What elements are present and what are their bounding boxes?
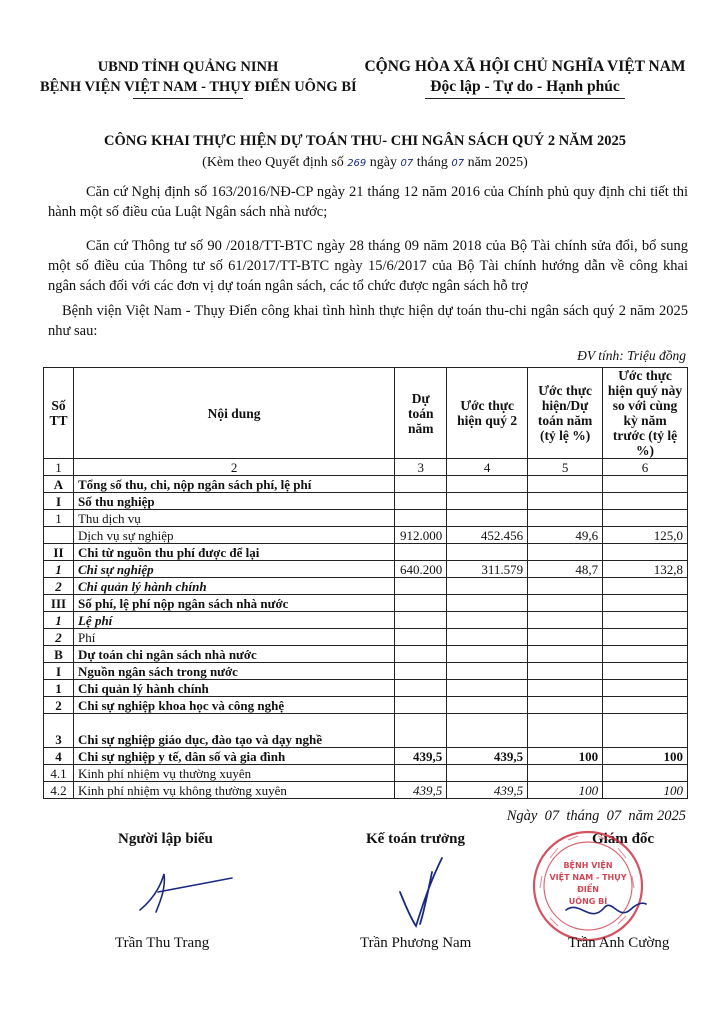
row-content: Chi sự nghiệp [73, 561, 394, 578]
row-content: Chi quản lý hành chính [73, 680, 394, 697]
row-q2-estimate [447, 629, 528, 646]
row-ratio-yoy [603, 714, 688, 748]
director-title: Giám đốc [592, 831, 655, 847]
row-annual-estimate: 912.000 [395, 527, 447, 544]
row-annual-estimate: 439,5 [395, 748, 447, 765]
row-annual-estimate [395, 595, 447, 612]
row-q2-estimate [447, 510, 528, 527]
row-ratio-yoy: 125,0 [603, 527, 688, 544]
row-ratio-annual [528, 493, 603, 510]
row-ratio-yoy [603, 578, 688, 595]
paragraph-intro: Bệnh viện Việt Nam - Thụy Điển công khai tình hình thực hiện dự toán thu-chi ngân sách quý 2 năm 2025 như sau: [48, 303, 688, 339]
col-number: 3 [395, 459, 447, 476]
national-header [360, 57, 690, 99]
row-annual-estimate: 439,5 [395, 782, 447, 799]
preparer-title: Người lập biểu [118, 831, 213, 847]
row-number: 4 [44, 748, 74, 765]
row-ratio-yoy [603, 765, 688, 782]
table-row [44, 561, 688, 578]
row-content: Kinh phí nhiệm vụ không thường xuyên [73, 782, 394, 799]
column-number-row [44, 459, 688, 476]
col-header-ratio-yoy: Ước thực hiện quý này so với cùng kỳ năm trước (tỷ lệ %) [603, 368, 688, 459]
row-number: 2 [44, 629, 74, 646]
row-ratio-yoy [603, 476, 688, 493]
row-content: Chi sự nghiệp giáo dục, đào tạo và dạy nghề [73, 714, 394, 748]
row-annual-estimate [395, 714, 447, 748]
col-header-q2-estimate: Ước thực hiện quý 2 [447, 368, 528, 459]
table-row [44, 748, 688, 765]
row-ratio-annual [528, 714, 603, 748]
row-q2-estimate: 439,5 [447, 782, 528, 799]
row-annual-estimate [395, 646, 447, 663]
row-number: 1 [44, 680, 74, 697]
preparer-name: Trần Thu Trang [115, 935, 210, 951]
table-row [44, 765, 688, 782]
table-row [44, 697, 688, 714]
national-motto: Độc lập - Tự do - Hạnh phúc [430, 78, 620, 95]
row-q2-estimate [447, 544, 528, 561]
row-ratio-annual [528, 510, 603, 527]
row-content: Lệ phí [73, 612, 394, 629]
row-number: 1 [44, 612, 74, 629]
row-ratio-annual: 48,7 [528, 561, 603, 578]
col-header-tt: Số TT [44, 368, 74, 459]
row-content: Số phí, lệ phí nộp ngân sách nhà nước [73, 595, 394, 612]
row-content: Nguồn ngân sách trong nước [73, 663, 394, 680]
table-row [44, 646, 688, 663]
row-ratio-annual [528, 765, 603, 782]
row-q2-estimate [447, 476, 528, 493]
row-annual-estimate [395, 544, 447, 561]
row-annual-estimate [395, 697, 447, 714]
row-number: I [44, 493, 74, 510]
row-ratio-annual [528, 680, 603, 697]
row-annual-estimate: 640.200 [395, 561, 447, 578]
row-number: 4.2 [44, 782, 74, 799]
table-row [44, 663, 688, 680]
chief-accountant-title: Kế toán trưởng [366, 831, 465, 847]
row-number: B [44, 646, 74, 663]
subtitle-part4: năm 2025) [467, 155, 528, 170]
row-ratio-annual [528, 578, 603, 595]
col-number: 4 [447, 459, 528, 476]
table-row [44, 612, 688, 629]
row-q2-estimate [447, 595, 528, 612]
table-row [44, 714, 688, 748]
row-q2-estimate [447, 493, 528, 510]
col-header-content: Nội dung [73, 368, 394, 459]
table-row [44, 544, 688, 561]
table-row [44, 578, 688, 595]
doc-subtitle [40, 153, 690, 174]
row-q2-estimate [447, 697, 528, 714]
row-annual-estimate [395, 680, 447, 697]
subtitle-part2: ngày [369, 155, 397, 170]
col-header-annual-estimate: Dự toán năm [395, 368, 447, 459]
row-ratio-yoy [603, 629, 688, 646]
row-ratio-yoy [603, 680, 688, 697]
row-ratio-yoy: 132,8 [603, 561, 688, 578]
table-row [44, 493, 688, 510]
row-number: 2 [44, 697, 74, 714]
row-annual-estimate [395, 578, 447, 595]
row-content: Chi sự nghiệp y tế, dân số và gia đình [73, 748, 394, 765]
stamp-text: BỆNH VIỆN VIỆT NAM - THỤY ĐIỂN UÔNG BÍ [549, 861, 627, 906]
director-signature-icon [560, 880, 650, 936]
decision-month: 07 [451, 158, 465, 169]
row-number: I [44, 663, 74, 680]
row-ratio-yoy [603, 646, 688, 663]
table-row [44, 595, 688, 612]
org-name: BỆNH VIỆN VIỆT NAM - THỤY ĐIỂN UÔNG BÍ [40, 79, 357, 95]
table-row [44, 510, 688, 527]
row-ratio-yoy: 100 [603, 782, 688, 799]
row-number: 1 [44, 510, 74, 527]
row-q2-estimate [447, 578, 528, 595]
row-ratio-annual [528, 663, 603, 680]
row-content: Chi quản lý hành chính [73, 578, 394, 595]
row-annual-estimate [395, 476, 447, 493]
row-annual-estimate [395, 629, 447, 646]
decision-number: 269 [347, 158, 367, 169]
table-row [44, 629, 688, 646]
row-q2-estimate [447, 680, 528, 697]
row-annual-estimate [395, 612, 447, 629]
row-number: 1 [44, 561, 74, 578]
row-q2-estimate [447, 663, 528, 680]
row-q2-estimate [447, 646, 528, 663]
table-row [44, 476, 688, 493]
row-content: Dịch vụ sự nghiệp [73, 527, 394, 544]
col-number: 2 [73, 459, 394, 476]
signing-date: Ngày 07 tháng 07 năm 2025 [506, 808, 686, 824]
row-ratio-yoy [603, 612, 688, 629]
row-content: Dự toán chi ngân sách nhà nước [73, 646, 394, 663]
row-ratio-yoy: 100 [603, 748, 688, 765]
col-number: 6 [603, 459, 688, 476]
row-number: 4.1 [44, 765, 74, 782]
row-q2-estimate [447, 765, 528, 782]
row-content: Thu dịch vụ [73, 510, 394, 527]
row-number: III [44, 595, 74, 612]
row-ratio-yoy [603, 544, 688, 561]
org-underline [133, 98, 243, 99]
chief-accountant-signature-icon [392, 852, 452, 932]
row-number [44, 527, 74, 544]
row-annual-estimate [395, 510, 447, 527]
row-number: 2 [44, 578, 74, 595]
budget-table [43, 367, 688, 799]
col-number: 1 [44, 459, 74, 476]
row-ratio-annual: 100 [528, 748, 603, 765]
paragraph-legal-basis-2: Căn cứ Thông tư số 90 /2018/TT-BTC ngày 28 tháng 09 năm 2018 của Bộ Tài chính sửa đổi, bổ sung một số điều của Thông tư số 61/2017/TT-BTC ngày 15/6/2017 của Bộ Tài chính hướng dẫn về công khai ngân sách đối với các đơn vị dự toán ngân sách, các tổ chức được ngân sách hỗ trợ [48, 238, 688, 294]
table-header-row [44, 368, 688, 459]
row-q2-estimate: 452.456 [447, 527, 528, 544]
row-number: II [44, 544, 74, 561]
col-number: 5 [528, 459, 603, 476]
subtitle-part3: tháng [416, 155, 448, 170]
motto-underline [425, 98, 625, 99]
row-q2-estimate: 311.579 [447, 561, 528, 578]
row-ratio-annual [528, 629, 603, 646]
row-content: Chi sự nghiệp khoa học và công nghệ [73, 697, 394, 714]
row-content: Chi từ nguồn thu phí được để lại [73, 544, 394, 561]
decision-day: 07 [400, 158, 414, 169]
paragraph-legal-basis-1: Căn cứ Nghị định số 163/2016/NĐ-CP ngày 21 tháng 12 năm 2016 của Chính phủ quy định chi tiết thi hành một số điều của Luật Ngân sách nhà nước; [48, 184, 688, 220]
row-ratio-annual [528, 697, 603, 714]
org-header [40, 57, 357, 99]
row-ratio-yoy [603, 663, 688, 680]
row-ratio-annual [528, 544, 603, 561]
row-content: Kinh phí nhiệm vụ thường xuyên [73, 765, 394, 782]
unit-note: ĐV tính: Triệu đồng [577, 348, 686, 363]
row-ratio-yoy [603, 510, 688, 527]
row-ratio-annual [528, 476, 603, 493]
row-ratio-yoy [603, 595, 688, 612]
row-ratio-annual [528, 595, 603, 612]
org-parent: UBND TỈNH QUẢNG NINH [97, 59, 279, 75]
row-annual-estimate [395, 765, 447, 782]
preparer-signature-icon [130, 862, 240, 922]
row-number: 3 [44, 714, 74, 748]
row-ratio-annual [528, 646, 603, 663]
doc-title: CÔNG KHAI THỰC HIỆN DỰ TOÁN THU- CHI NGÂN SÁCH QUÝ 2 NĂM 2025 [104, 133, 626, 149]
row-content: Tổng số thu, chi, nộp ngân sách phí, lệ phí [73, 476, 394, 493]
row-number: A [44, 476, 74, 493]
row-content: Phí [73, 629, 394, 646]
row-ratio-annual: 100 [528, 782, 603, 799]
row-ratio-annual: 49,6 [528, 527, 603, 544]
table-row [44, 782, 688, 799]
row-q2-estimate: 439,5 [447, 748, 528, 765]
row-ratio-yoy [603, 493, 688, 510]
row-q2-estimate [447, 714, 528, 748]
director-name: Trần Anh Cường [568, 935, 670, 951]
col-header-ratio-annual: Ước thực hiện/Dự toán năm (tỷ lệ %) [528, 368, 603, 459]
row-ratio-annual [528, 612, 603, 629]
chief-accountant-name: Trần Phương Nam [360, 935, 472, 951]
row-ratio-yoy [603, 697, 688, 714]
subtitle-part1: (Kèm theo Quyết định số [202, 155, 344, 170]
national-name: CỘNG HÒA XÃ HỘI CHỦ NGHĨA VIỆT NAM [364, 58, 686, 75]
row-q2-estimate [447, 612, 528, 629]
row-annual-estimate [395, 493, 447, 510]
row-content: Số thu nghiệp [73, 493, 394, 510]
row-annual-estimate [395, 663, 447, 680]
table-row [44, 680, 688, 697]
table-row [44, 527, 688, 544]
